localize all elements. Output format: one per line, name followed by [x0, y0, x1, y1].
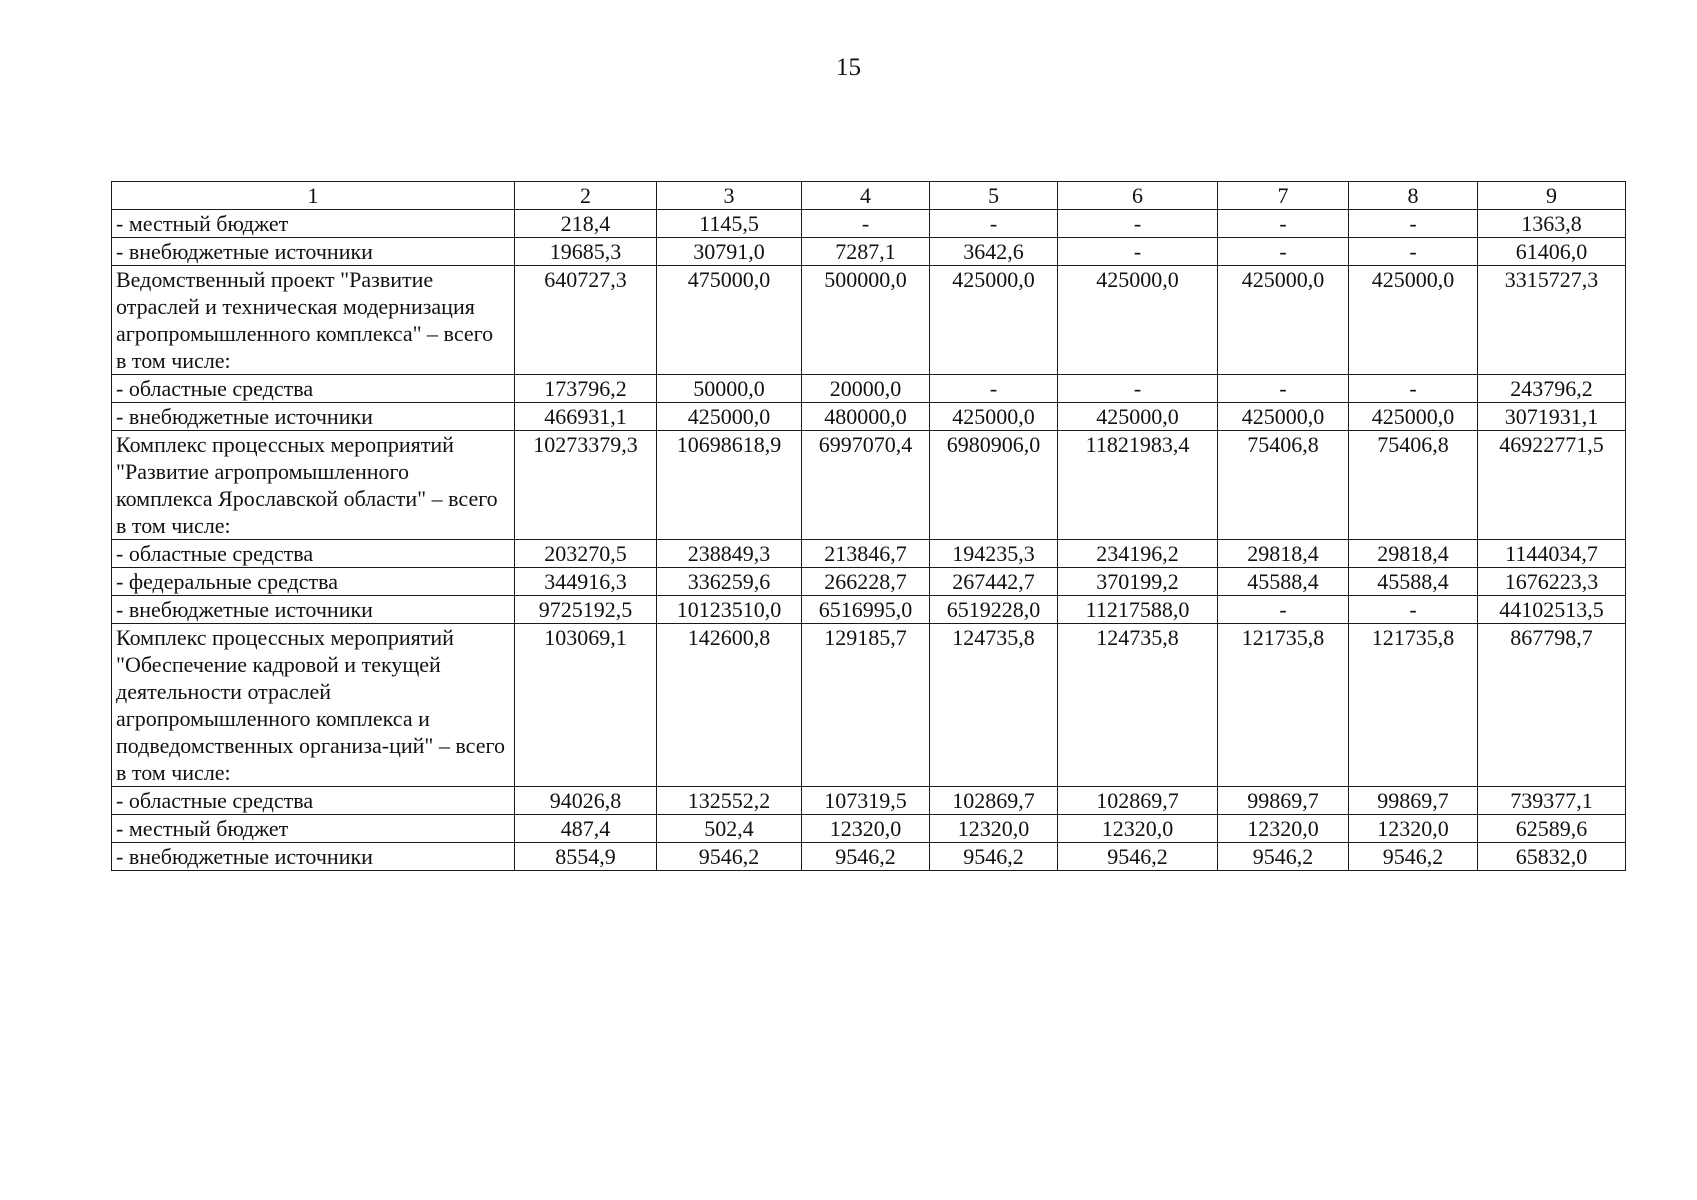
row-label: - областные средства — [112, 375, 515, 403]
value-cell: 9546,2 — [1218, 843, 1349, 871]
value-cell: 9546,2 — [802, 843, 930, 871]
table-row — [112, 624, 1626, 787]
table-row — [112, 540, 1626, 568]
value-cell: 99869,7 — [1218, 787, 1349, 815]
column-number-header: 7 — [1218, 182, 1349, 210]
value-cell: - — [930, 210, 1058, 238]
value-cell: 3071931,1 — [1478, 403, 1626, 431]
value-cell: 102869,7 — [1058, 787, 1218, 815]
value-cell: 8554,9 — [515, 843, 657, 871]
value-cell: 12320,0 — [802, 815, 930, 843]
value-cell: 50000,0 — [657, 375, 802, 403]
value-cell: 124735,8 — [1058, 624, 1218, 787]
value-cell: - — [930, 375, 1058, 403]
value-cell: 6980906,0 — [930, 431, 1058, 540]
value-cell: 213846,7 — [802, 540, 930, 568]
value-cell: 10273379,3 — [515, 431, 657, 540]
value-cell: 344916,3 — [515, 568, 657, 596]
value-cell: 640727,3 — [515, 266, 657, 375]
value-cell: - — [1058, 238, 1218, 266]
value-cell: - — [1218, 596, 1349, 624]
value-cell: 10698618,9 — [657, 431, 802, 540]
column-number-header: 6 — [1058, 182, 1218, 210]
column-number-header: 4 — [802, 182, 930, 210]
value-cell: 29818,4 — [1349, 540, 1478, 568]
budget-table — [111, 181, 1626, 871]
value-cell: 3642,6 — [930, 238, 1058, 266]
value-cell: 739377,1 — [1478, 787, 1626, 815]
value-cell: 1145,5 — [657, 210, 802, 238]
value-cell: 44102513,5 — [1478, 596, 1626, 624]
value-cell: 425000,0 — [1218, 266, 1349, 375]
value-cell: 124735,8 — [930, 624, 1058, 787]
value-cell: - — [802, 210, 930, 238]
value-cell: 75406,8 — [1218, 431, 1349, 540]
value-cell: 12320,0 — [1218, 815, 1349, 843]
value-cell: 194235,3 — [930, 540, 1058, 568]
value-cell: 132552,2 — [657, 787, 802, 815]
row-label: - областные средства — [112, 540, 515, 568]
value-cell: 7287,1 — [802, 238, 930, 266]
column-number-header: 9 — [1478, 182, 1626, 210]
table-header-row — [112, 182, 1626, 210]
row-label: - федеральные средства — [112, 568, 515, 596]
value-cell: 61406,0 — [1478, 238, 1626, 266]
row-label: - внебюджетные источники — [112, 843, 515, 871]
value-cell: 234196,2 — [1058, 540, 1218, 568]
value-cell: 500000,0 — [802, 266, 930, 375]
value-cell: 6997070,4 — [802, 431, 930, 540]
value-cell: 1144034,7 — [1478, 540, 1626, 568]
row-label: - областные средства — [112, 787, 515, 815]
value-cell: 1363,8 — [1478, 210, 1626, 238]
value-cell: 20000,0 — [802, 375, 930, 403]
row-label: - внебюджетные источники — [112, 238, 515, 266]
value-cell: 65832,0 — [1478, 843, 1626, 871]
value-cell: 9546,2 — [930, 843, 1058, 871]
value-cell: 45588,4 — [1349, 568, 1478, 596]
table-row — [112, 266, 1626, 375]
column-number-header: 3 — [657, 182, 802, 210]
value-cell: - — [1218, 210, 1349, 238]
value-cell: 94026,8 — [515, 787, 657, 815]
value-cell: - — [1218, 238, 1349, 266]
value-cell: 30791,0 — [657, 238, 802, 266]
value-cell: 3315727,3 — [1478, 266, 1626, 375]
value-cell: - — [1349, 210, 1478, 238]
value-cell: 466931,1 — [515, 403, 657, 431]
value-cell: 6516995,0 — [802, 596, 930, 624]
value-cell: 9546,2 — [1058, 843, 1218, 871]
value-cell: 1676223,3 — [1478, 568, 1626, 596]
value-cell: - — [1218, 375, 1349, 403]
value-cell: 425000,0 — [930, 266, 1058, 375]
value-cell: 102869,7 — [930, 787, 1058, 815]
row-label: - внебюджетные источники — [112, 403, 515, 431]
value-cell: 425000,0 — [1058, 266, 1218, 375]
value-cell: 487,4 — [515, 815, 657, 843]
row-label: - местный бюджет — [112, 210, 515, 238]
value-cell: - — [1349, 238, 1478, 266]
table-row — [112, 787, 1626, 815]
page-number: 15 — [836, 54, 861, 81]
value-cell: 11821983,4 — [1058, 431, 1218, 540]
table-row — [112, 210, 1626, 238]
value-cell: 62589,6 — [1478, 815, 1626, 843]
value-cell: 480000,0 — [802, 403, 930, 431]
table-row — [112, 403, 1626, 431]
table-row — [112, 596, 1626, 624]
value-cell: 10123510,0 — [657, 596, 802, 624]
value-cell: 11217588,0 — [1058, 596, 1218, 624]
column-number-header: 8 — [1349, 182, 1478, 210]
value-cell: 425000,0 — [1058, 403, 1218, 431]
value-cell: 203270,5 — [515, 540, 657, 568]
row-label: Ведомственный проект "Развитие отраслей и техническая модернизация агропромышленного комплекса" – всего в том числе: — [112, 266, 515, 375]
value-cell: 121735,8 — [1349, 624, 1478, 787]
table-row — [112, 431, 1626, 540]
value-cell: 502,4 — [657, 815, 802, 843]
table-row — [112, 568, 1626, 596]
row-label: - внебюджетные источники — [112, 596, 515, 624]
table-row — [112, 375, 1626, 403]
value-cell: 9725192,5 — [515, 596, 657, 624]
value-cell: 19685,3 — [515, 238, 657, 266]
value-cell: - — [1058, 210, 1218, 238]
value-cell: 29818,4 — [1218, 540, 1349, 568]
row-label: - местный бюджет — [112, 815, 515, 843]
value-cell: 425000,0 — [1349, 266, 1478, 375]
value-cell: 103069,1 — [515, 624, 657, 787]
value-cell: 6519228,0 — [930, 596, 1058, 624]
value-cell: 99869,7 — [1349, 787, 1478, 815]
value-cell: 9546,2 — [657, 843, 802, 871]
column-number-header: 1 — [112, 182, 515, 210]
value-cell: 238849,3 — [657, 540, 802, 568]
value-cell: 425000,0 — [930, 403, 1058, 431]
value-cell: 267442,7 — [930, 568, 1058, 596]
value-cell: 121735,8 — [1218, 624, 1349, 787]
value-cell: 173796,2 — [515, 375, 657, 403]
value-cell: 75406,8 — [1349, 431, 1478, 540]
row-label: Комплекс процессных мероприятий "Развитие агропромышленного комплекса Ярославской области" – всего в том числе: — [112, 431, 515, 540]
value-cell: 218,4 — [515, 210, 657, 238]
value-cell: 370199,2 — [1058, 568, 1218, 596]
value-cell: 867798,7 — [1478, 624, 1626, 787]
value-cell: 266228,7 — [802, 568, 930, 596]
value-cell: 475000,0 — [657, 266, 802, 375]
value-cell: 107319,5 — [802, 787, 930, 815]
value-cell: 425000,0 — [1218, 403, 1349, 431]
table-row — [112, 843, 1626, 871]
column-number-header: 5 — [930, 182, 1058, 210]
value-cell: 243796,2 — [1478, 375, 1626, 403]
value-cell: - — [1349, 596, 1478, 624]
value-cell: 12320,0 — [930, 815, 1058, 843]
value-cell: 9546,2 — [1349, 843, 1478, 871]
table-row — [112, 815, 1626, 843]
table-row — [112, 238, 1626, 266]
column-number-header: 2 — [515, 182, 657, 210]
value-cell: 46922771,5 — [1478, 431, 1626, 540]
budget-table-container — [111, 181, 1625, 871]
value-cell: 12320,0 — [1058, 815, 1218, 843]
row-label: Комплекс процессных мероприятий "Обеспечение кадровой и текущей деятельности отраслей агропромышленного комплекса и подведомственных организа-ций" – всего в том числе: — [112, 624, 515, 787]
value-cell: 425000,0 — [657, 403, 802, 431]
value-cell: 45588,4 — [1218, 568, 1349, 596]
value-cell: - — [1349, 375, 1478, 403]
value-cell: 425000,0 — [1349, 403, 1478, 431]
value-cell: 336259,6 — [657, 568, 802, 596]
value-cell: 142600,8 — [657, 624, 802, 787]
value-cell: 129185,7 — [802, 624, 930, 787]
value-cell: 12320,0 — [1349, 815, 1478, 843]
value-cell: - — [1058, 375, 1218, 403]
